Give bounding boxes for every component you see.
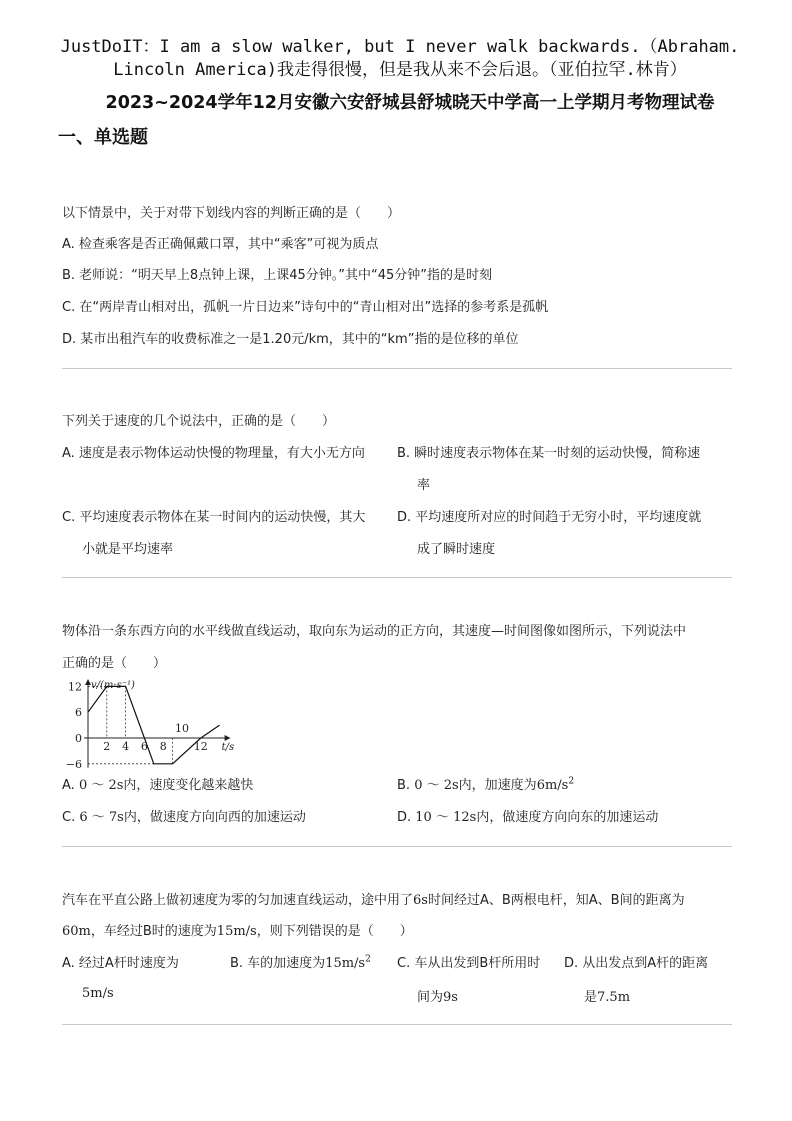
stem-text: ，则下列错误的是（ ） bbox=[256, 924, 413, 939]
question-3-stem-line-2: 正确的是（ ） bbox=[62, 656, 167, 671]
x-tick-label: 4 bbox=[122, 740, 130, 753]
option-text: 内，速度变化越来越快 bbox=[123, 778, 254, 793]
y-tick-label: 12 bbox=[68, 680, 82, 694]
math-expression: 0 ～ 2s bbox=[414, 778, 459, 793]
x-tick-label: 2 bbox=[103, 740, 111, 753]
option-text: 内，做速度方向向东的加速运动 bbox=[476, 810, 659, 825]
stem-text: 时间经过A、B两根电杆，知A、B间的距离为 bbox=[427, 893, 685, 908]
question-2-option-d-cont: 成了瞬时速度 bbox=[417, 542, 496, 557]
motto-line-1: JustDoIT：I am a slow walker, but I never walk backwards.（Abraham. bbox=[60, 37, 740, 57]
question-2-option-d: D. 平均速度所对应的时间趋于无穷小时，平均速度就 bbox=[397, 510, 702, 525]
question-2-option-a: A. 速度是表示物体运动快慢的物理量，有大小无方向 bbox=[62, 446, 365, 461]
question-4-option-d: D. 从出发点到A杆的距离 bbox=[564, 956, 709, 971]
question-4-stem-line-2 bbox=[62, 920, 413, 939]
math-expression: 60m bbox=[62, 924, 91, 939]
option-text: 内，加速度为 bbox=[458, 778, 537, 793]
y-tick-label: 0 bbox=[75, 732, 82, 745]
question-1-stem: 以下情景中，关于对带下划线内容的判断正确的是（ ） bbox=[62, 206, 401, 221]
question-4-stem-line-1 bbox=[62, 889, 685, 908]
x-tick-label: 12 bbox=[193, 740, 208, 753]
y-tick-label: −6 bbox=[65, 757, 82, 771]
x-axis-label: t/s bbox=[221, 742, 235, 753]
section-heading: 一、单选题 bbox=[58, 127, 148, 148]
question-4-option-b bbox=[230, 952, 371, 971]
question-4-option-c-cont bbox=[417, 986, 458, 1005]
question-4-option-a-value: 5m/s bbox=[82, 986, 114, 1001]
question-4-option-a: A. 经过A杆时速度为 bbox=[62, 956, 179, 971]
x-tick-label: 10 bbox=[175, 722, 189, 735]
question-1-option-b: B. 老师说：“明天早上8点钟上课，上课45分钟。”其中“45分钟”指的是时刻 bbox=[62, 268, 492, 283]
motto bbox=[60, 36, 740, 82]
option-label: C. bbox=[62, 810, 80, 825]
question-2-option-c-cont: 小就是平均速率 bbox=[82, 542, 174, 557]
superscript: 2 bbox=[568, 776, 575, 787]
question-3-option-d bbox=[397, 806, 658, 825]
question-2-option-c: C. 平均速度表示物体在某一时间内的运动快慢，其大 bbox=[62, 510, 366, 525]
question-2-option-b: B. 瞬时速度表示物体在某一时刻的运动快慢，简称速 bbox=[397, 446, 701, 461]
question-1-option-c: C. 在“两岸青山相对出，孤帆一片日边来”诗句中的“青山相对出”选择的参考系是孤帆 bbox=[62, 300, 549, 315]
stem-text: 汽车在平直公路上做初速度为零的匀加速直线运动，途中用了 bbox=[62, 893, 414, 908]
math-expression: 0 ～ 2s bbox=[78, 778, 124, 793]
divider bbox=[62, 577, 732, 578]
math-expression: 15m/s bbox=[325, 956, 366, 971]
question-2-stem: 下列关于速度的几个说法中，正确的是（ ） bbox=[62, 414, 336, 429]
divider bbox=[62, 368, 732, 369]
x-tick-label: 6 bbox=[140, 740, 148, 753]
divider bbox=[62, 846, 732, 847]
math-expression: 10 ～ 12s bbox=[415, 810, 477, 825]
option-label: D. bbox=[397, 810, 416, 825]
x-tick-label: 8 bbox=[159, 740, 167, 753]
option-label: B. bbox=[397, 778, 415, 793]
y-axis-label: v/(m·s⁻¹) bbox=[91, 680, 135, 691]
option-text: 间为 bbox=[417, 990, 444, 1005]
math-expression: 6s bbox=[413, 893, 428, 908]
math-expression: 15m/s bbox=[216, 924, 257, 939]
question-4-option-d-cont bbox=[584, 986, 630, 1005]
question-3-option-c bbox=[62, 806, 306, 825]
velocity-time-graph bbox=[60, 676, 235, 771]
y-tick-label: 6 bbox=[75, 706, 82, 720]
option-label: A. bbox=[62, 778, 79, 793]
page-title: 2023~2024学年12月安徽六安舒城县舒城晓天中学高一上学期月考物理试卷 bbox=[105, 93, 715, 113]
motto-line-2: Lincoln America)我走得很慢，但是我从来不会后退。（亚伯拉罕.林肯） bbox=[113, 60, 687, 80]
math-expression: 6m/s bbox=[536, 778, 569, 793]
question-3-option-b bbox=[397, 774, 574, 793]
math-expression: 9s bbox=[443, 990, 458, 1005]
question-1-option-a: A. 检查乘客是否正确佩戴口罩，其中“乘客”可视为质点 bbox=[62, 237, 379, 252]
option-text: 内，做速度方向向西的加速运动 bbox=[123, 810, 306, 825]
stem-text: ，车经过B时的速度为 bbox=[90, 924, 217, 939]
question-3-stem-line-1: 物体沿一条东西方向的水平线做直线运动，取向东为运动的正方向，其速度—时间图像如图所示，下列说法中 bbox=[62, 624, 687, 639]
math-expression: 6 ～ 7s bbox=[79, 810, 124, 825]
option-text: B. 车的加速度为 bbox=[230, 956, 326, 971]
option-text: 是 bbox=[584, 990, 598, 1005]
question-3-option-a bbox=[62, 774, 253, 793]
math-expression: 7.5m bbox=[597, 990, 631, 1005]
divider bbox=[62, 1024, 732, 1025]
question-1-option-d: D. 某市出租汽车的收费标准之一是1.20元/km，其中的“km”指的是位移的单位 bbox=[62, 332, 519, 347]
superscript: 2 bbox=[365, 954, 371, 965]
question-2-option-b-cont: 率 bbox=[417, 478, 431, 493]
question-4-option-c: C. 车从出发到B杆所用时 bbox=[397, 956, 541, 971]
